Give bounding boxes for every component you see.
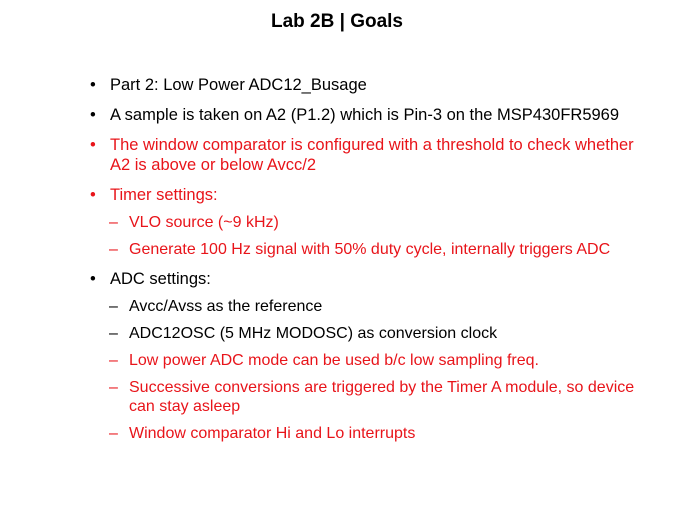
bullet-item [90,75,650,95]
sub-bullet-item [90,213,650,232]
sub-bullet-item [90,240,650,259]
sub-bullet-item [90,424,650,443]
sub-bullet-item [90,324,650,343]
bullet-item [90,185,650,205]
bullet-dash-icon: – [109,379,118,396]
bullet-dot-icon: • [90,186,96,204]
bullet-text: The window comparator is configured with a threshold to check whether A2 is above or below Avcc/2 [110,136,634,174]
bullet-text: ADC12OSC (5 MHz MODOSC) as conversion clock [129,325,498,342]
bullet-dash-icon: – [109,298,118,315]
bullet-dash-icon: – [109,325,118,342]
bullet-text: Low power ADC mode can be used b/c low sampling freq. [129,352,539,369]
bullet-dot-icon: • [90,270,96,288]
bullet-dot-icon: • [90,76,96,94]
bullet-text: Generate 100 Hz signal with 50% duty cycle, internally triggers ADC [129,241,611,258]
bullet-dash-icon: – [109,425,118,442]
bullet-dash-icon: – [109,214,118,231]
sub-bullet-item [90,378,650,416]
bullet-list [90,75,650,443]
bullet-item [90,135,650,175]
bullet-dash-icon: – [109,352,118,369]
slide-title: Lab 2B | Goals [270,11,404,32]
bullet-dash-icon: – [109,241,118,258]
bullet-text: ADC settings: [110,270,211,288]
bullet-dot-icon: • [90,106,96,124]
bullet-text: Successive conversions are triggered by the Timer A module, so device can stay asleep [129,379,635,415]
bullet-dot-icon: • [90,136,96,154]
bullet-text: VLO source (~9 kHz) [129,214,279,231]
bullet-text: Timer settings: [110,186,218,204]
bullet-item [90,105,650,125]
bullet-text: A sample is taken on A2 (P1.2) which is Pin-3 on the MSP430FR5969 [110,106,620,124]
sub-bullet-item [90,351,650,370]
bullet-text: Window comparator Hi and Lo interrupts [129,425,416,442]
sub-bullet-item [90,297,650,316]
bullet-text: Part 2: Low Power ADC12_Busage [110,76,367,94]
bullet-item [90,269,650,289]
bullet-text: Avcc/Avss as the reference [129,298,323,315]
